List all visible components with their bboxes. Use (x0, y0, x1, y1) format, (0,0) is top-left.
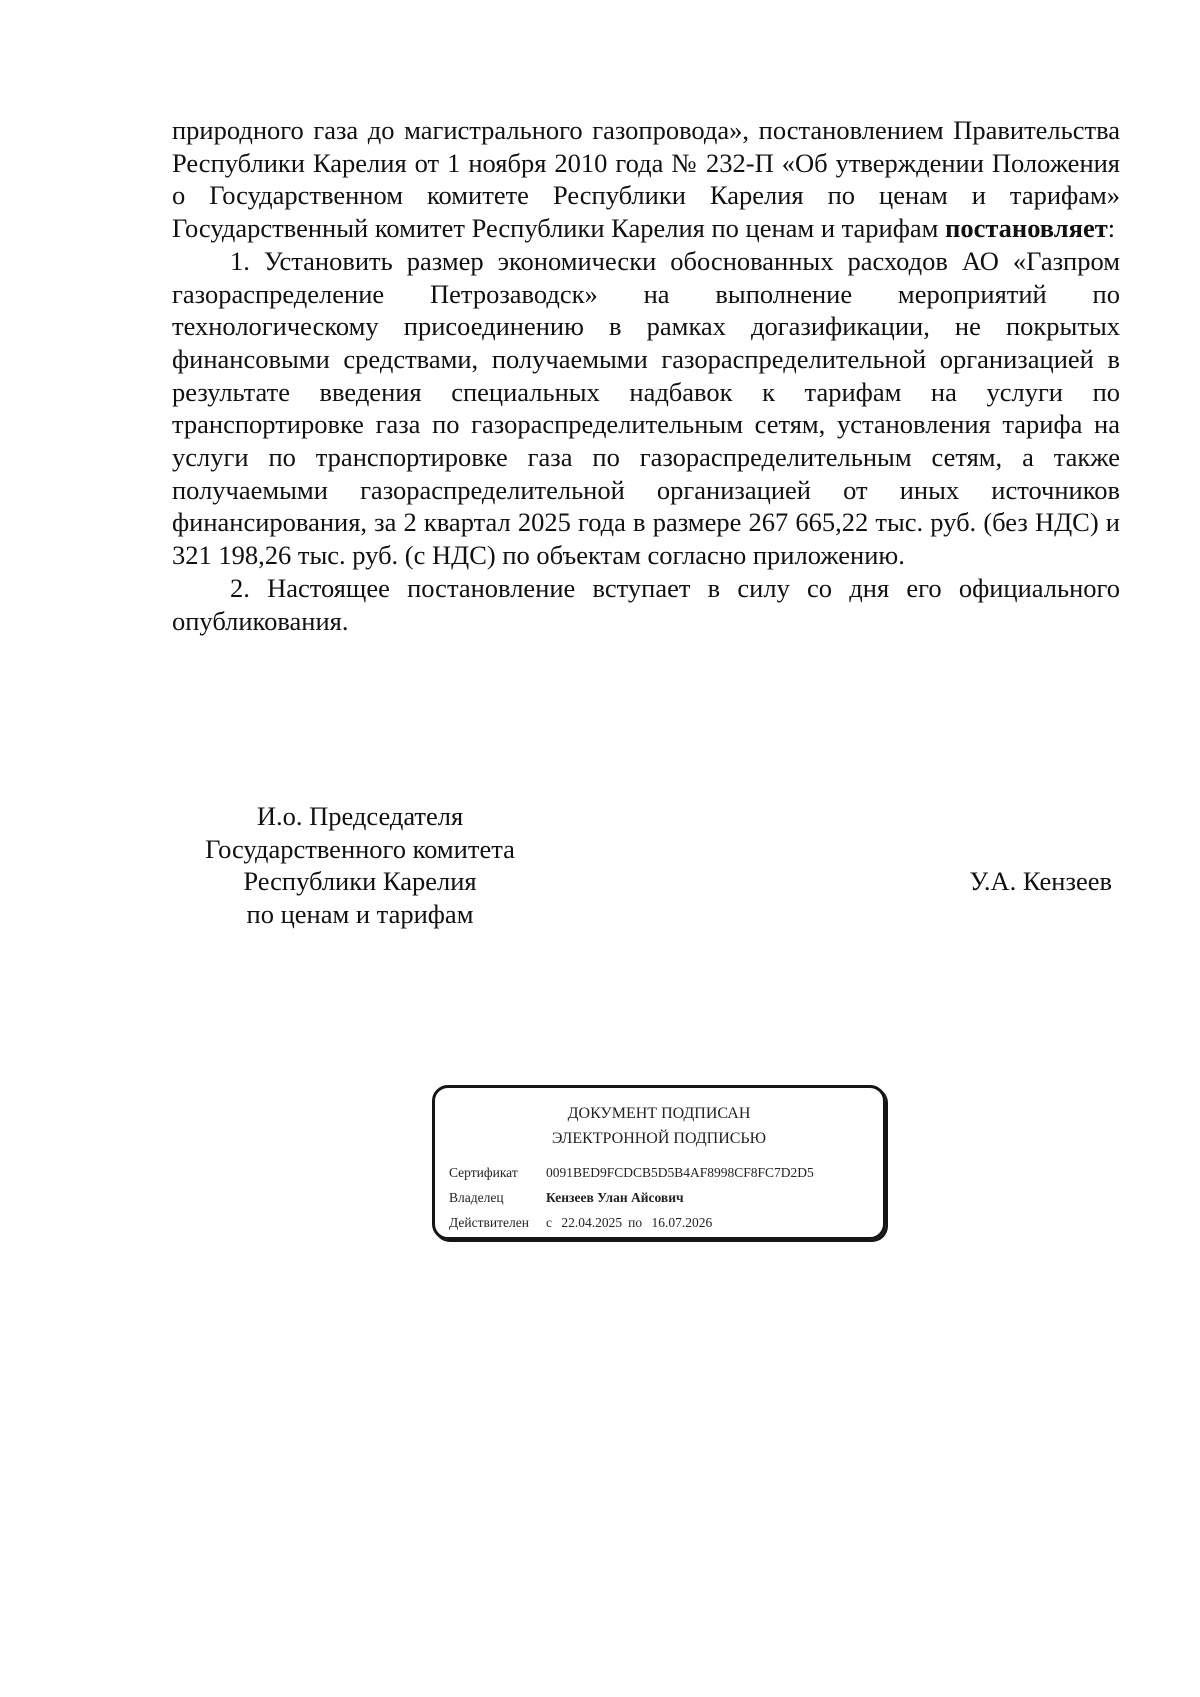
stamp-title-line: ЭЛЕКТРОННОЙ ПОДПИСЬЮ (551, 1130, 767, 1147)
paragraph-intro (172, 114, 1120, 245)
stamp-title-line: ДОКУМЕНТ ПОДПИСАН (567, 1105, 751, 1122)
signatory-position (160, 800, 560, 930)
signer-name: У.А. Кензеев (969, 866, 1112, 896)
stamp-owner-value: Кензеев Улан Айсович (546, 1190, 684, 1205)
stamp-owner-label: Владелец (449, 1190, 504, 1205)
signatory-line: по ценам и тарифам (246, 898, 474, 929)
signatory-line: Республики Карелия (243, 866, 477, 896)
clause-1: 1. Установить размер экономически обоснованных расходов АО «Газпром газораспределение Петрозаводск» на выполнение мероприятий по технологическому присоединению в рамках догазификации, не покрытых финансовыми средствами, получаемыми газораспределительной организацией в результате введения специальных надбавок к тарифам на услуги по транспортировке газа по газораспределительным сетям, установления тарифа на услуги по транспортировке газа по газораспределительным сетям, а также получаемыми газораспределительной организацией от иных источников финансирования, за 2 квартал 2025 года в размере 267 665,22 тыс. руб. (без НДС) и 321 198,26 тыс. руб. (с НДС) по объектам согласно приложению. (172, 245, 1120, 571)
signatory-line: Государственного комитета (205, 833, 515, 864)
paragraph-intro-tail: : (1107, 213, 1116, 244)
stamp-validity-to-prefix: по (628, 1215, 643, 1230)
stamp-certificate-label: Сертификат (449, 1165, 518, 1180)
stamp-owner-row (449, 1189, 684, 1207)
stamp-validity-from: 22.04.2025 (561, 1215, 623, 1230)
document-body (172, 114, 1120, 637)
electronic-signature-stamp (432, 1085, 886, 1240)
stamp-validity-from-prefix: с (546, 1215, 552, 1230)
stamp-validity-label: Действителен (449, 1215, 529, 1230)
stamp-certificate-row (449, 1164, 814, 1182)
paragraph-intro-text: природного газа до магистрального газопровода», постановлением Правительства Республики Карелия от 1 ноября 2010 года № 232-П «Об утверждении Положения о Государственном комитете Республики Карелия по ценам и тарифам» Государственный комитет Республики Карелия по ценам и тарифам (172, 115, 1120, 244)
paragraph-intro-bold-verb: постановляет (945, 213, 1108, 244)
stamp-title (435, 1101, 883, 1151)
signatory-line: И.о. Председателя (256, 801, 464, 831)
stamp-validity-to: 16.07.2026 (651, 1215, 713, 1230)
stamp-certificate-value: 0091BED9FCDCB5D5B4AF8998CF8FC7D2D5 (546, 1165, 814, 1180)
stamp-validity-row (449, 1214, 718, 1232)
clause-2: 2. Настоящее постановление вступает в силу со дня его официального опубликования. (172, 572, 1120, 636)
